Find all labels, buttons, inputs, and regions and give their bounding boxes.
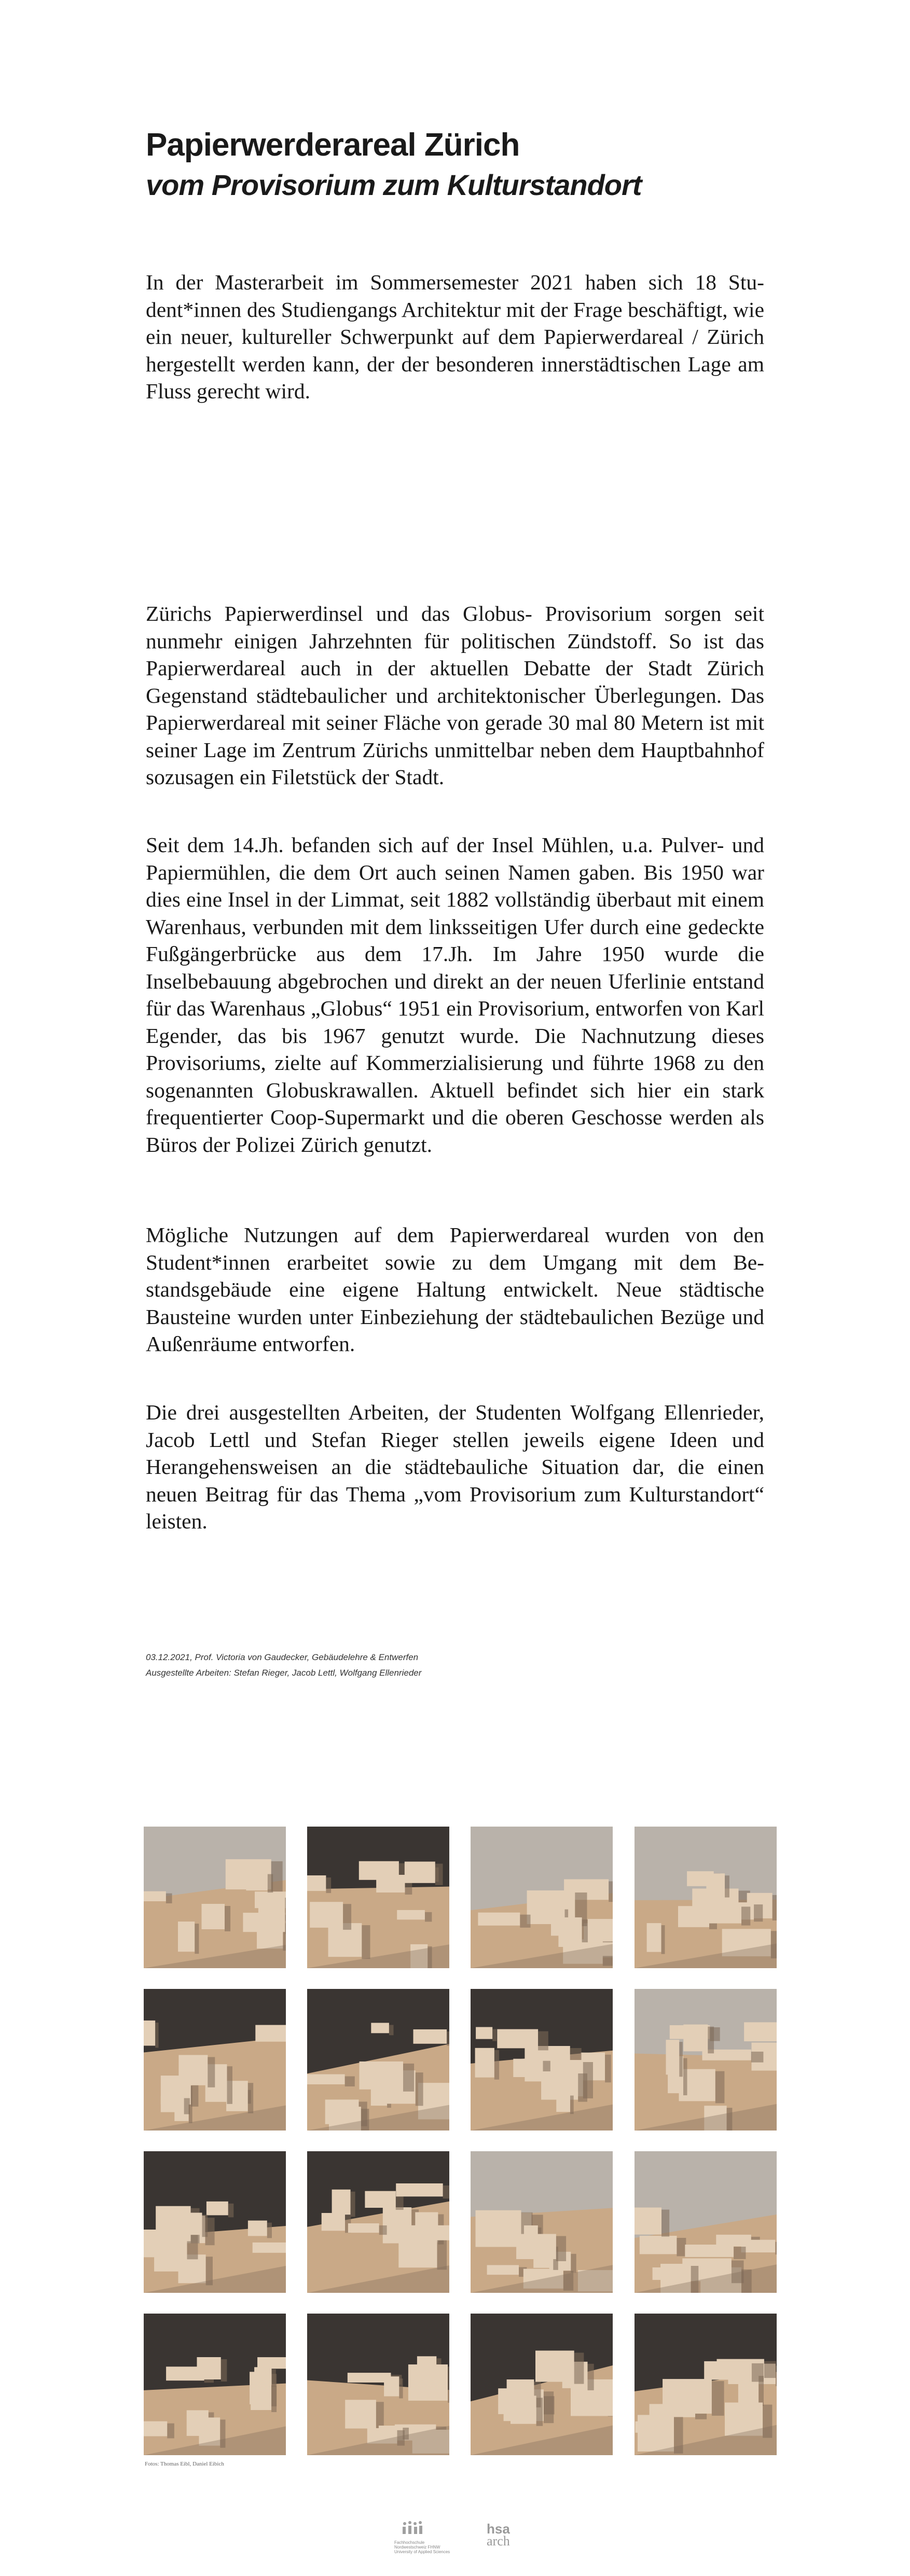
architecture-model-photo-icon: [471, 1827, 613, 1968]
model-photo-05: [144, 1989, 286, 2131]
fhnw-emblem-icon: [394, 2519, 431, 2539]
photo-credit: Fotos: Thomas Eibl, Daniel Eibich: [145, 2461, 224, 2467]
model-photo-11: [471, 2151, 613, 2293]
credit-date-professor: 03.12.2021, Prof. Victoria von Gaudecker, Gebäudelehre & Entwerfen: [146, 1652, 419, 1662]
fhnw-logo-text: Fachhochschule Nordwestschweiz FHNW University of Applied Sciences: [394, 2540, 450, 2554]
architecture-model-photo-icon: [635, 2151, 777, 2293]
architecture-model-photo-icon: [471, 2314, 613, 2455]
hsa-arch-logo: [487, 2523, 528, 2547]
architecture-model-photo-icon: [471, 1989, 613, 2131]
architecture-model-photo-icon: [307, 1827, 449, 1968]
page-title: Papierwerderareal Zürich: [146, 127, 520, 163]
model-photo-16: [635, 2314, 777, 2455]
paragraph-works: Die drei ausgestellten Arbeiten, der Studenten Wolfgang Ellenrieder, Jacob Lettl und Stefan Rieger stellen jeweils eigene Ideen und Herangehensweisen an die städtebauliche Situation dar, die einen neuen Beitrag für das Thema „vom Provisorium zum Kulturstandort“ leisten.: [146, 1400, 764, 1533]
model-photo-14: [307, 2314, 449, 2455]
model-photo-15: [471, 2314, 613, 2455]
model-photo-10: [307, 2151, 449, 2293]
intro-paragraph: In der Masterarbeit im Sommersemester 2021 haben sich 18 Student*innen des Studiengangs Architektur mit der Frage beschäftigt, wie ein neuer, kultureller Schwerpunkt auf dem Papierwerdareal / Zürich hergestellt werden kann, der der besonderen innerstädtischen Lage am Fluss gerecht wird.: [146, 270, 764, 403]
architecture-model-photo-icon: [144, 2314, 286, 2455]
hsa-logo-line1: hsa: [487, 2521, 510, 2537]
credit-exhibited-works: Ausgestellte Arbeiten: Stefan Rieger, Jacob Lettl, Wolfgang Ellenrieder: [146, 1668, 422, 1678]
model-photo-08: [635, 1989, 777, 2131]
model-photo-09: [144, 2151, 286, 2293]
architecture-model-photo-icon: [635, 2314, 777, 2455]
architecture-model-photo-icon: [144, 1827, 286, 1968]
model-photo-03: [471, 1827, 613, 1968]
photo-grid: [144, 1827, 766, 2454]
paragraph-papierwerdinsel: Zürichs Papierwerdinsel und das Globus- Provisorium sorgen seit nunmehr einigen Jahrzehnten für politischen Zündstoff. So ist das Papierwerdareal auch in der aktuellen Debatte der Stadt Zürich Gegenstand städtebaulicher und architektonischer Überlegungen. Das Papierwerdareal mit seiner Fläche von gerade 30 mal 80 Metern ist mit seiner Lage im Zentrum Zürichs unmittelbar neben dem Hauptbahnhof sozusagen ein Filetstück der Stadt.: [146, 602, 764, 789]
logo-row: [394, 2519, 529, 2556]
model-photo-12: [635, 2151, 777, 2293]
architecture-model-photo-icon: [307, 2314, 449, 2455]
architecture-model-photo-icon: [307, 2151, 449, 2293]
architecture-model-photo-icon: [635, 1827, 777, 1968]
model-photo-02: [307, 1827, 449, 1968]
architecture-model-photo-icon: [471, 2151, 613, 2293]
hsa-logo-line2: arch: [487, 2533, 510, 2549]
architecture-model-photo-icon: [307, 1989, 449, 2131]
model-photo-07: [471, 1989, 613, 2131]
architecture-model-photo-icon: [144, 1989, 286, 2131]
model-photo-06: [307, 1989, 449, 2131]
paragraph-uses: Mögliche Nutzungen auf dem Papierwerdareal wurden von den Student*innen erarbeitet sowie zu dem Umgang mit dem Bestandsgebäude eine eigene Haltung entwickelt. Neue städtische Bausteine wurden unter Einbeziehung der städtebaulichen Bezüge und Außenräume entworfen.: [146, 1223, 764, 1356]
page-subtitle: vom Provisorium zum Kulturstandort: [146, 169, 642, 201]
model-photo-01: [144, 1827, 286, 1968]
architecture-model-photo-icon: [144, 2151, 286, 2293]
paragraph-history: Seit dem 14.Jh. befanden sich auf der Insel Mühlen, u.a. Pulver- und Papiermühlen, die dem Ort auch seinen Namen gaben. Bis 1950 war dies eine Insel in der Limmat, seit 1882 vollständig überbaut mit einem Warenhaus, verbunden mit dem linksseitigen Ufer durch eine gedeckte Fußgängerbrücke aus dem 17.Jh. Im Jahre 1950 wurde die Inselbebauung abgebrochen und direkt an der neuen Uferlinie entstand für das Warenhaus „Globus“ 1951 ein Provisorium, entworfen von Karl Egender, das bis 1967 genutzt wurde. Die Nachnutzung dieses Provisoriums, zielte auf Kommerzialisierung und führte 1968 zu den sogenannten Globuskrawallen. Aktuell befindet sich hier ein stark frequentierter Coop-Supermarkt und die oberen Geschosse werden als Büros der Polizei Zürich genutzt.: [146, 833, 764, 1157]
model-photo-04: [635, 1827, 777, 1968]
architecture-model-photo-icon: [635, 1989, 777, 2131]
fhnw-logo: [394, 2519, 457, 2556]
model-photo-13: [144, 2314, 286, 2455]
